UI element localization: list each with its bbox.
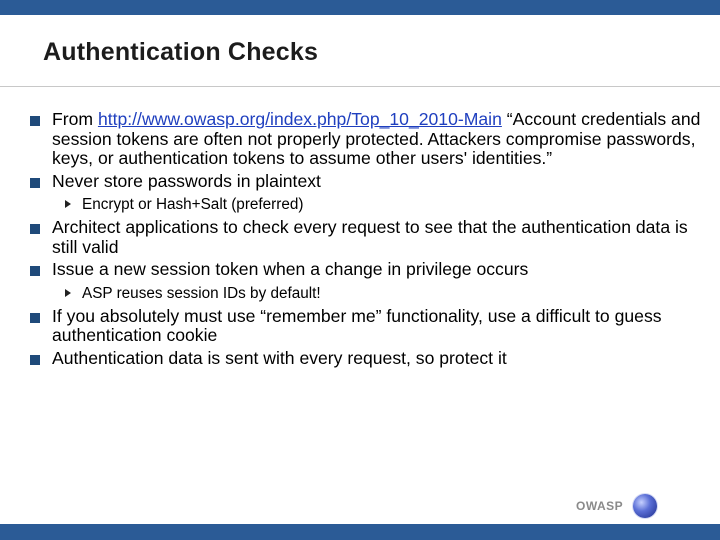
bullet-item xyxy=(28,260,713,280)
square-bullet-icon xyxy=(30,178,40,188)
owasp-top10-link[interactable]: http://www.owasp.org/index.php/Top_10_2010-Main xyxy=(97,109,502,129)
square-bullet-icon xyxy=(30,224,40,234)
slide-content xyxy=(28,110,713,371)
square-bullet-icon xyxy=(30,266,40,276)
sub-bullet-item xyxy=(28,195,713,214)
bottom-bar xyxy=(0,524,720,540)
bullet-item xyxy=(28,349,713,369)
bullet-text: “Account credentials and session tokens are often not properly protected. Attackers compromise passwords, keys, or authentication tokens to assume other users' identities.” xyxy=(52,109,701,168)
owasp-globe-icon xyxy=(633,494,657,518)
triangle-bullet-icon xyxy=(65,289,71,297)
sub-bullet-text: Encrypt or Hash+Salt (preferred) xyxy=(82,196,304,213)
bullet-item xyxy=(28,110,713,169)
bullet-item xyxy=(28,307,713,346)
bullet-text: Never store passwords in plaintext xyxy=(52,170,321,191)
bullet-text: Authentication data is sent with every request, so protect it xyxy=(52,347,507,368)
bullet-item xyxy=(28,218,713,257)
square-bullet-icon xyxy=(30,116,40,126)
bullet-prefix: From xyxy=(52,109,98,129)
slide-title: Authentication Checks xyxy=(43,38,319,66)
sub-bullet-text: ASP reuses session IDs by default! xyxy=(82,284,321,302)
title-divider xyxy=(0,86,720,87)
logo-text: OWASP xyxy=(576,499,624,513)
top-bar xyxy=(0,0,720,15)
bullet-text: Architect applications to check every request to see that the authentication data is still valid xyxy=(52,217,688,257)
triangle-bullet-icon xyxy=(65,200,71,208)
bullet-text: If you absolutely must use “remember me” functionality, use a difficult to guess authentication cookie xyxy=(52,305,662,345)
bullet-text: Issue a new session token when a change in privilege occurs xyxy=(52,259,529,279)
square-bullet-icon xyxy=(30,313,40,323)
sub-bullet-item xyxy=(28,284,713,303)
bullet-item xyxy=(28,172,713,192)
owasp-logo xyxy=(576,494,657,518)
square-bullet-icon xyxy=(30,355,40,365)
